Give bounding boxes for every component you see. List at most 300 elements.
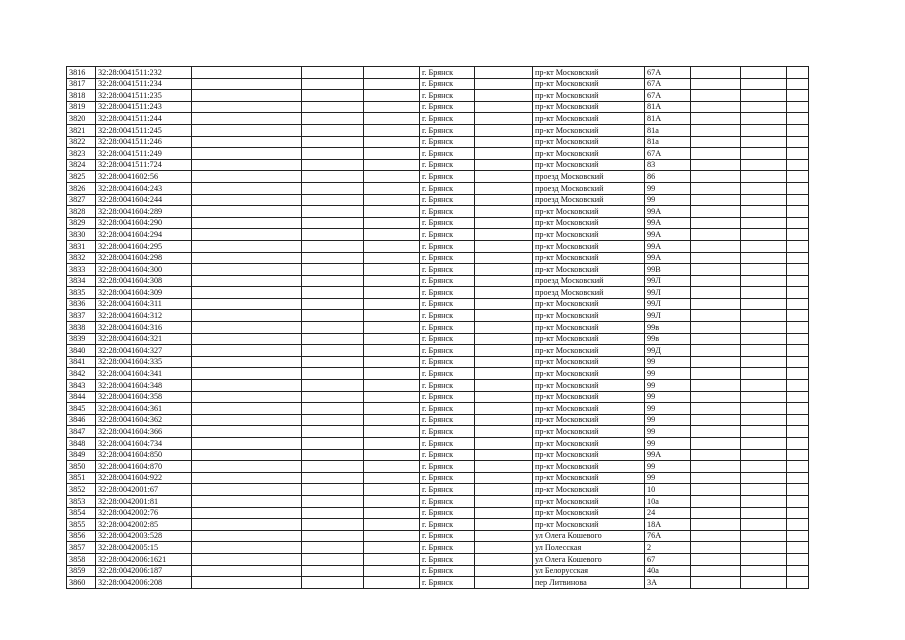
empty-cell [691,159,741,171]
empty-cell [691,113,741,125]
empty-cell [741,229,787,241]
row-number-cell: 3829 [67,217,96,229]
empty-cell [192,206,302,218]
house-number-cell: 2 [645,542,691,554]
empty-cell [302,565,364,577]
empty-cell [364,391,420,403]
empty-cell [741,90,787,102]
row-number-cell: 3852 [67,484,96,496]
house-number-cell: 99А [645,252,691,264]
house-number-cell: 76А [645,530,691,542]
city-cell: г. Брянск [420,275,475,287]
empty-cell [787,333,809,345]
empty-cell [741,426,787,438]
cadastral-number-cell: 32:28:0041604:358 [96,391,192,403]
empty-cell [364,449,420,461]
empty-cell [364,426,420,438]
empty-cell [475,368,533,380]
table-row [67,124,809,136]
row-number-cell: 3835 [67,287,96,299]
cadastral-number-cell: 32:28:0041604:341 [96,368,192,380]
empty-cell [364,356,420,368]
empty-cell [691,333,741,345]
row-number-cell: 3843 [67,380,96,392]
row-number-cell: 3819 [67,101,96,113]
row-number-cell: 3856 [67,530,96,542]
street-cell: проезд Московский [533,287,645,299]
table-row [67,229,809,241]
city-cell: г. Брянск [420,530,475,542]
street-cell: пр-кт Московский [533,67,645,79]
empty-cell [475,113,533,125]
empty-cell [302,461,364,473]
empty-cell [192,90,302,102]
street-cell: пр-кт Московский [533,345,645,357]
cadastral-number-cell: 32:28:0042002:76 [96,507,192,519]
empty-cell [787,78,809,90]
empty-cell [302,171,364,183]
street-cell: пр-кт Московский [533,414,645,426]
street-cell: пр-кт Московский [533,461,645,473]
empty-cell [364,287,420,299]
registry-table [66,66,809,589]
empty-cell [364,414,420,426]
row-number-cell: 3822 [67,136,96,148]
empty-cell [475,90,533,102]
empty-cell [364,217,420,229]
table-row [67,461,809,473]
row-number-cell: 3820 [67,113,96,125]
empty-cell [691,90,741,102]
empty-cell [475,287,533,299]
empty-cell [302,206,364,218]
city-cell: г. Брянск [420,356,475,368]
empty-cell [302,380,364,392]
empty-cell [475,78,533,90]
empty-cell [364,333,420,345]
empty-cell [741,438,787,450]
empty-cell [691,240,741,252]
street-cell: пр-кт Московский [533,495,645,507]
empty-cell [741,182,787,194]
empty-cell [302,495,364,507]
row-number-cell: 3840 [67,345,96,357]
empty-cell [192,507,302,519]
empty-cell [302,136,364,148]
house-number-cell: 99В [645,264,691,276]
empty-cell [691,252,741,264]
empty-cell [192,101,302,113]
empty-cell [787,229,809,241]
empty-cell [302,310,364,322]
empty-cell [475,275,533,287]
empty-cell [741,565,787,577]
table-row [67,507,809,519]
empty-cell [364,252,420,264]
empty-cell [302,78,364,90]
cadastral-number-cell: 32:28:0041604:316 [96,322,192,334]
empty-cell [475,461,533,473]
empty-cell [741,553,787,565]
house-number-cell: 24 [645,507,691,519]
city-cell: г. Брянск [420,519,475,531]
empty-cell [192,530,302,542]
street-cell: пр-кт Московский [533,333,645,345]
empty-cell [475,136,533,148]
city-cell: г. Брянск [420,287,475,299]
empty-cell [192,449,302,461]
empty-cell [364,484,420,496]
empty-cell [691,542,741,554]
cadastral-number-cell: 32:28:0041604:922 [96,472,192,484]
city-cell: г. Брянск [420,194,475,206]
empty-cell [691,461,741,473]
cadastral-number-cell: 32:28:0041511:724 [96,159,192,171]
cadastral-number-cell: 32:28:0042001:67 [96,484,192,496]
empty-cell [691,507,741,519]
empty-cell [691,124,741,136]
cadastral-number-cell: 32:28:0041511:234 [96,78,192,90]
empty-cell [475,206,533,218]
empty-cell [364,542,420,554]
city-cell: г. Брянск [420,507,475,519]
empty-cell [691,356,741,368]
street-cell: пр-кт Московский [533,322,645,334]
empty-cell [302,322,364,334]
table-row [67,113,809,125]
empty-cell [302,252,364,264]
street-cell: пр-кт Московский [533,124,645,136]
empty-cell [787,553,809,565]
empty-cell [192,310,302,322]
empty-cell [787,414,809,426]
empty-cell [475,565,533,577]
empty-cell [364,461,420,473]
empty-cell [192,124,302,136]
row-number-cell: 3848 [67,438,96,450]
cadastral-number-cell: 32:28:0041511:243 [96,101,192,113]
city-cell: г. Брянск [420,206,475,218]
table-row [67,310,809,322]
table-row [67,484,809,496]
row-number-cell: 3844 [67,391,96,403]
empty-cell [691,403,741,415]
house-number-cell: 10а [645,495,691,507]
street-cell: пр-кт Московский [533,113,645,125]
house-number-cell: 3А [645,577,691,589]
city-cell: г. Брянск [420,484,475,496]
city-cell: г. Брянск [420,577,475,589]
street-cell: ул Олега Кошевого [533,530,645,542]
empty-cell [302,275,364,287]
house-number-cell: 99 [645,380,691,392]
empty-cell [364,298,420,310]
empty-cell [475,264,533,276]
empty-cell [691,171,741,183]
empty-cell [691,438,741,450]
city-cell: г. Брянск [420,553,475,565]
empty-cell [691,148,741,160]
city-cell: г. Брянск [420,240,475,252]
street-cell: пр-кт Московский [533,264,645,276]
empty-cell [302,438,364,450]
house-number-cell: 99Л [645,298,691,310]
table-row [67,345,809,357]
empty-cell [475,472,533,484]
table-row [67,449,809,461]
empty-cell [787,495,809,507]
empty-cell [302,414,364,426]
empty-cell [691,275,741,287]
street-cell: пр-кт Московский [533,426,645,438]
empty-cell [787,182,809,194]
empty-cell [475,67,533,79]
empty-cell [475,403,533,415]
empty-cell [192,414,302,426]
empty-cell [475,380,533,392]
empty-cell [192,171,302,183]
empty-cell [787,380,809,392]
cadastral-number-cell: 32:28:0041604:312 [96,310,192,322]
row-number-cell: 3842 [67,368,96,380]
empty-cell [475,519,533,531]
cadastral-number-cell: 32:28:0041604:366 [96,426,192,438]
cadastral-number-cell: 32:28:0041511:245 [96,124,192,136]
empty-cell [302,101,364,113]
city-cell: г. Брянск [420,148,475,160]
row-number-cell: 3823 [67,148,96,160]
house-number-cell: 10 [645,484,691,496]
cadastral-number-cell: 32:28:0041604:311 [96,298,192,310]
table-row [67,438,809,450]
empty-cell [302,553,364,565]
table-row [67,530,809,542]
registry-body [67,67,809,589]
empty-cell [192,240,302,252]
city-cell: г. Брянск [420,229,475,241]
empty-cell [691,426,741,438]
empty-cell [741,356,787,368]
empty-cell [741,171,787,183]
cadastral-number-cell: 32:28:0042006:187 [96,565,192,577]
empty-cell [691,449,741,461]
house-number-cell: 67А [645,90,691,102]
empty-cell [302,403,364,415]
table-row [67,182,809,194]
table-row [67,403,809,415]
table-row [67,391,809,403]
empty-cell [741,124,787,136]
empty-cell [787,240,809,252]
row-number-cell: 3850 [67,461,96,473]
empty-cell [741,368,787,380]
empty-cell [787,519,809,531]
street-cell: ул Белорусская [533,565,645,577]
city-cell: г. Брянск [420,461,475,473]
row-number-cell: 3826 [67,182,96,194]
city-cell: г. Брянск [420,136,475,148]
empty-cell [192,298,302,310]
empty-cell [787,252,809,264]
city-cell: г. Брянск [420,67,475,79]
row-number-cell: 3830 [67,229,96,241]
empty-cell [192,472,302,484]
house-number-cell: 81А [645,101,691,113]
cadastral-number-cell: 32:28:0041604:294 [96,229,192,241]
street-cell: пр-кт Московский [533,472,645,484]
table-row [67,380,809,392]
city-cell: г. Брянск [420,113,475,125]
cadastral-number-cell: 32:28:0041604:295 [96,240,192,252]
empty-cell [787,403,809,415]
cadastral-number-cell: 32:28:0041511:244 [96,113,192,125]
city-cell: г. Брянск [420,438,475,450]
empty-cell [302,577,364,589]
table-row [67,159,809,171]
street-cell: пр-кт Московский [533,90,645,102]
cadastral-number-cell: 32:28:0041511:235 [96,90,192,102]
empty-cell [302,287,364,299]
empty-cell [302,507,364,519]
empty-cell [192,391,302,403]
house-number-cell: 99Д [645,345,691,357]
empty-cell [787,148,809,160]
row-number-cell: 3817 [67,78,96,90]
empty-cell [475,217,533,229]
house-number-cell: 81а [645,136,691,148]
empty-cell [192,78,302,90]
table-row [67,148,809,160]
city-cell: г. Брянск [420,264,475,276]
table-row [67,136,809,148]
empty-cell [364,240,420,252]
city-cell: г. Брянск [420,171,475,183]
table-row [67,356,809,368]
house-number-cell: 99 [645,438,691,450]
empty-cell [691,368,741,380]
empty-cell [787,542,809,554]
empty-cell [741,484,787,496]
cadastral-number-cell: 32:28:0042006:1621 [96,553,192,565]
street-cell: пр-кт Московский [533,519,645,531]
house-number-cell: 99 [645,426,691,438]
city-cell: г. Брянск [420,345,475,357]
table-row [67,217,809,229]
cadastral-number-cell: 32:28:0042003:528 [96,530,192,542]
empty-cell [691,136,741,148]
empty-cell [192,461,302,473]
empty-cell [192,322,302,334]
table-row [67,264,809,276]
empty-cell [475,577,533,589]
empty-cell [475,530,533,542]
empty-cell [192,182,302,194]
cadastral-number-cell: 32:28:0041511:249 [96,148,192,160]
house-number-cell: 99 [645,472,691,484]
empty-cell [302,264,364,276]
house-number-cell: 99в [645,333,691,345]
empty-cell [364,403,420,415]
empty-cell [787,426,809,438]
empty-cell [302,542,364,554]
empty-cell [691,565,741,577]
empty-cell [192,229,302,241]
empty-cell [741,113,787,125]
empty-cell [691,206,741,218]
cadastral-number-cell: 32:28:0041511:246 [96,136,192,148]
empty-cell [302,449,364,461]
empty-cell [741,449,787,461]
empty-cell [364,67,420,79]
empty-cell [787,136,809,148]
street-cell: пр-кт Московский [533,438,645,450]
empty-cell [787,438,809,450]
house-number-cell: 81а [645,124,691,136]
empty-cell [302,472,364,484]
table-row [67,414,809,426]
row-number-cell: 3846 [67,414,96,426]
empty-cell [364,229,420,241]
empty-cell [475,182,533,194]
empty-cell [192,67,302,79]
house-number-cell: 99А [645,229,691,241]
empty-cell [741,472,787,484]
street-cell: пр-кт Московский [533,101,645,113]
street-cell: пр-кт Московский [533,310,645,322]
empty-cell [741,217,787,229]
empty-cell [787,194,809,206]
house-number-cell: 67А [645,67,691,79]
empty-cell [787,356,809,368]
street-cell: проезд Московский [533,171,645,183]
city-cell: г. Брянск [420,449,475,461]
document-sheet [66,66,808,589]
empty-cell [364,78,420,90]
empty-cell [787,484,809,496]
empty-cell [787,507,809,519]
table-row [67,252,809,264]
empty-cell [475,171,533,183]
empty-cell [364,380,420,392]
empty-cell [192,159,302,171]
empty-cell [192,484,302,496]
empty-cell [364,345,420,357]
city-cell: г. Брянск [420,90,475,102]
empty-cell [741,380,787,392]
row-number-cell: 3851 [67,472,96,484]
empty-cell [475,426,533,438]
empty-cell [787,345,809,357]
empty-cell [691,472,741,484]
empty-cell [192,264,302,276]
empty-cell [475,391,533,403]
empty-cell [787,113,809,125]
empty-cell [787,530,809,542]
empty-cell [787,310,809,322]
empty-cell [741,252,787,264]
row-number-cell: 3847 [67,426,96,438]
house-number-cell: 99Л [645,310,691,322]
empty-cell [787,171,809,183]
cadastral-number-cell: 32:28:0041604:244 [96,194,192,206]
city-cell: г. Брянск [420,333,475,345]
empty-cell [691,519,741,531]
empty-cell [192,356,302,368]
empty-cell [691,310,741,322]
house-number-cell: 83 [645,159,691,171]
cadastral-number-cell: 32:28:0041604:308 [96,275,192,287]
row-number-cell: 3855 [67,519,96,531]
